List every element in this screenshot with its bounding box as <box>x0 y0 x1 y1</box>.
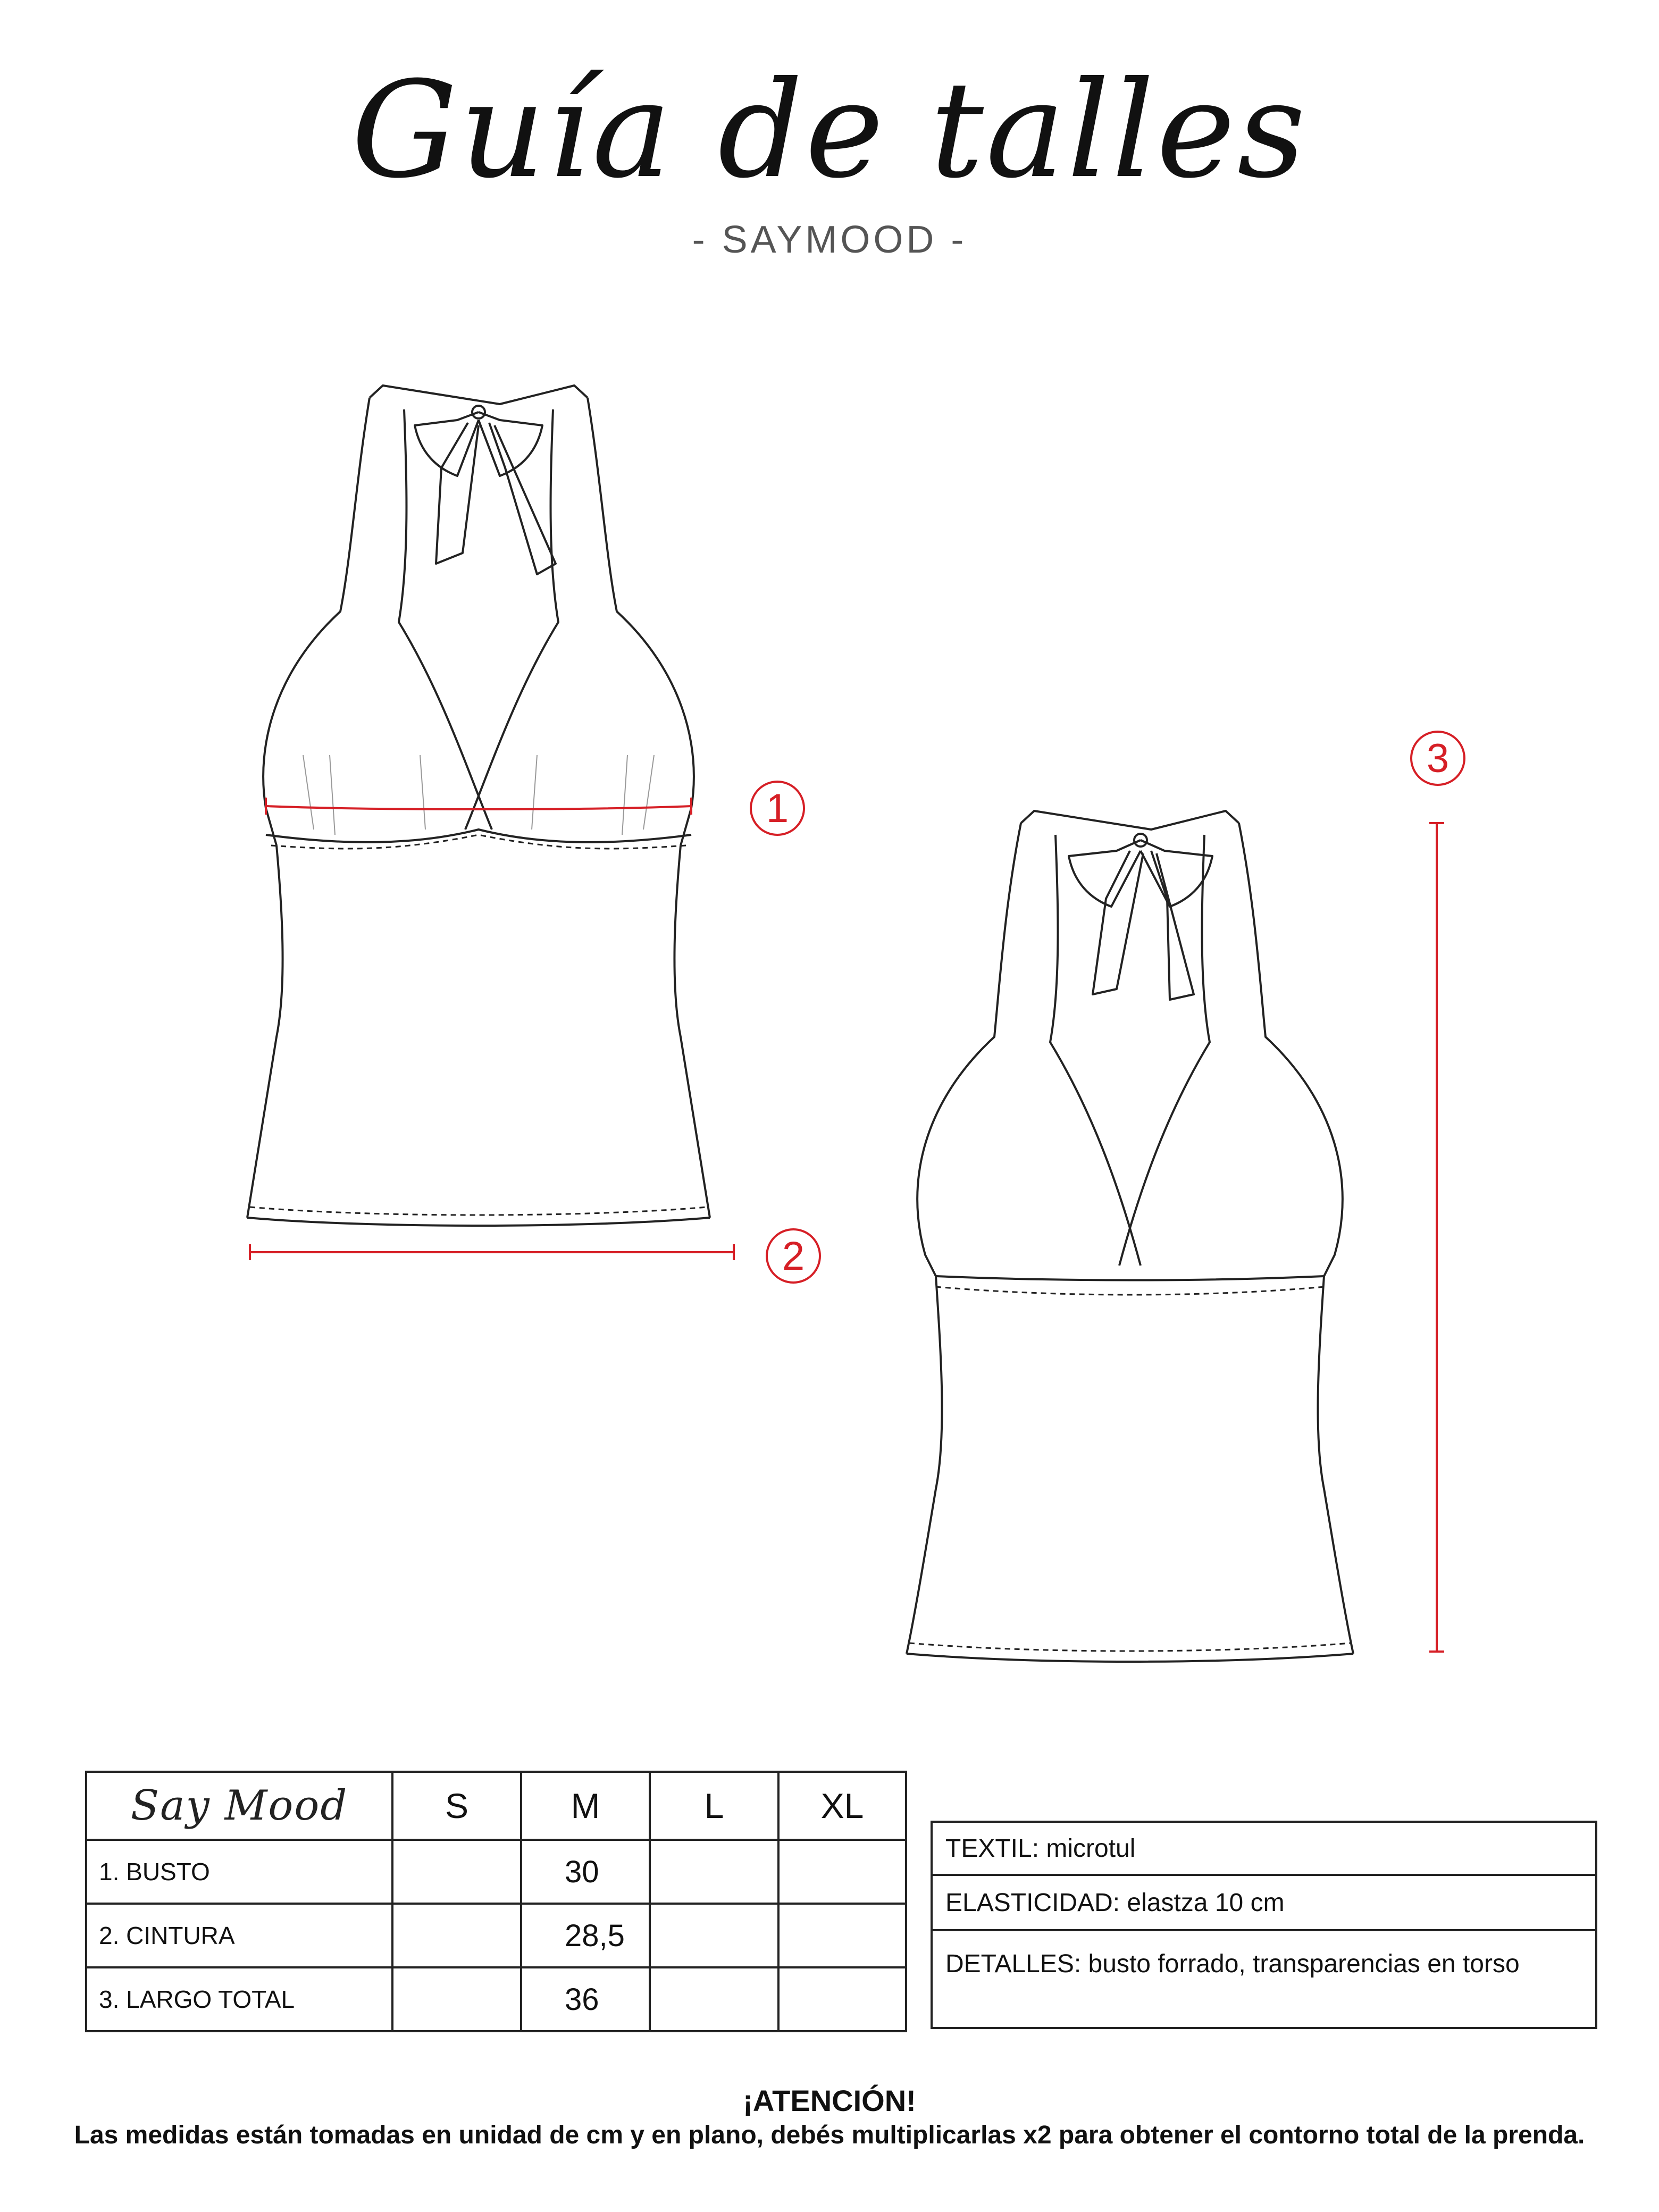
detail-textil: TEXTIL: microtul <box>933 1823 1595 1876</box>
table-cell: 36 <box>521 1967 650 2031</box>
size-header-l: L <box>650 1772 778 1840</box>
marker-bust: 1 <box>750 781 805 836</box>
garment-front-view <box>247 386 710 1226</box>
brand-subtitle: - SAYMOOD - <box>692 219 967 261</box>
brand-logo: Say Mood <box>130 1782 348 1830</box>
table-cell <box>392 1904 521 1967</box>
detail-elasticidad: ELASTICIDAD: elastza 10 cm <box>933 1876 1595 1931</box>
table-cell <box>392 1967 521 2031</box>
table-row <box>86 1904 906 1967</box>
table-cell <box>650 1967 778 2031</box>
table-cell <box>778 1904 906 1967</box>
row-label: 1. BUSTO <box>86 1840 392 1904</box>
brand-cell <box>86 1772 392 1840</box>
table-row <box>86 1967 906 2031</box>
table-cell: 28,5 <box>521 1904 650 1967</box>
marker-length: 3 <box>1410 731 1465 786</box>
size-table-header <box>86 1772 906 1840</box>
size-header-xl: XL <box>778 1772 906 1840</box>
notice-heading: ¡ATENCIÓN! <box>743 2084 916 2117</box>
table-cell <box>650 1840 778 1904</box>
size-header-m: M <box>521 1772 650 1840</box>
size-header-s: S <box>392 1772 521 1840</box>
row-label: 2. CINTURA <box>86 1904 392 1967</box>
notice-text: Las medidas están tomadas en unidad de cm y en plano, debés multiplicarlas x2 para obtener el contorno total de la prenda. <box>74 2121 1585 2149</box>
garment-back-view <box>907 811 1353 1662</box>
page-title: Guía de talles <box>351 53 1308 207</box>
size-table <box>85 1771 907 2032</box>
table-cell <box>392 1840 521 1904</box>
table-row <box>86 1840 906 1904</box>
table-cell <box>778 1967 906 2031</box>
detail-detalles: DETALLES: busto forrado, transparencias en torso <box>945 1950 1520 1978</box>
table-cell <box>650 1904 778 1967</box>
table-cell: 30 <box>521 1840 650 1904</box>
table-cell <box>778 1840 906 1904</box>
garment-details-box <box>931 1821 1597 2029</box>
row-label: 3. LARGO TOTAL <box>86 1967 392 2031</box>
marker-waist: 2 <box>766 1228 821 1284</box>
bust-measure-line <box>266 806 691 809</box>
